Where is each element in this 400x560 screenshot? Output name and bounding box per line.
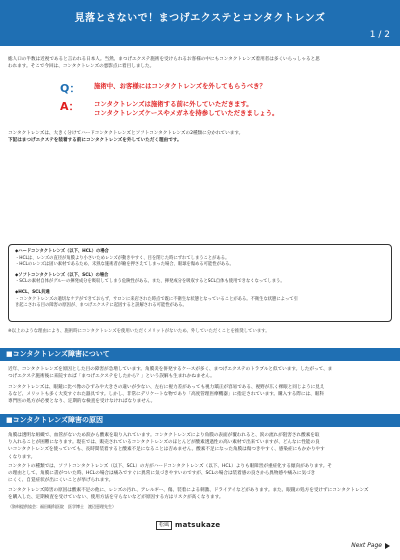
arrow-right-icon bbox=[385, 543, 390, 549]
section2-line: を購入した、定期検査を受けていない、使用方法を守らないなどが原因する方はリスクが高くなります。 bbox=[8, 495, 224, 501]
section2-line: 角膜は透明な組織で、血管がないため涙から酸素を取り入れています。コンタクトレンズにより角膜の表面が覆われると、涙の流れが阻害され酸素を取 bbox=[8, 433, 320, 438]
section1-line: るなど、メリットも多く大変すぐれた器具です。しかし、非常にデリケートな物であり「高度管理医療機器」に指定されています。購入する際には、眼科 bbox=[8, 392, 324, 398]
section2-paragraph bbox=[8, 432, 392, 461]
matsukaze-logo bbox=[156, 519, 220, 531]
section-heading-causes: ■コンタクトレンズ障害の原因 bbox=[0, 414, 400, 427]
intro-line: 総人口の半数は近視であると言われる日本人。当然、まつげエクステ施術を受けられるお客様の中にもコンタクトレンズ着用者は多くいらっしゃると思 bbox=[8, 57, 320, 62]
section2-line: コンタクトレンズ障害の原因は酸素不足の他に、レンズの汚れ、アレルギー、傷、装着による刺激、ドライアイなどがあります。また、眼鏡の処方を受けずにコンタクトレンズ bbox=[8, 488, 369, 493]
section2-line: り入れることが困難になります。現在では、販売されているコンタクトレンズのほとんどが酸素透過性の高い素材で出来ていますが、どんなに性能の良 bbox=[8, 440, 320, 446]
section2-line: にくく、自覚症状が出にくいことが挙げられます。 bbox=[8, 478, 114, 484]
next-page-label: Next Page bbox=[351, 542, 382, 549]
logo-badge: 松風 bbox=[156, 521, 172, 530]
section2-line: くなります。 bbox=[8, 454, 36, 460]
common-line: き起こされる目の障害の原因が、まつげエクステに起因すると誤解される可能性がある。 bbox=[15, 303, 187, 309]
section1-paragraph bbox=[8, 384, 392, 406]
page-number: 1 / 2 bbox=[369, 30, 390, 40]
answer-text-2: コンタクトレンズケースやメガネを持参していただきましょう。 bbox=[94, 109, 279, 117]
note-text: ※以上のような理由により、施術時にコンタクトレンズを使用いただくメリットがないため、外していただくことを推奨しています。 bbox=[8, 329, 270, 334]
body-paragraph bbox=[8, 130, 392, 144]
reasons-box bbox=[8, 244, 392, 322]
section1-paragraph bbox=[8, 366, 392, 380]
section-heading-disorders: ■コンタクトレンズ障害について bbox=[0, 348, 400, 361]
common-heading: ◆HCL、SCL共通 bbox=[15, 289, 50, 295]
soft-lens-heading: ◆ソフトコンタクトレンズ（以下、SCL）の場合 bbox=[15, 272, 109, 278]
section2-line: いコンタクトレンズを使っていても、長時間装着すると酸素不足になることは否めません。酸素不足になった角膜は傷つきやすく、感染症にもかかりやす bbox=[8, 447, 325, 453]
section2-paragraph bbox=[8, 463, 392, 485]
answer-row bbox=[60, 98, 390, 122]
next-page-link[interactable] bbox=[351, 542, 390, 549]
soft-lens-line: ・SCLの素材自体がグルーの揮発成分を吸収してしまう危険性がある。また、揮発成分を吸収するとSCL自体も使用できなくなってしまう。 bbox=[15, 279, 285, 285]
credit-text: （資料提供協会：福田眼科医院 医学博士 渡辺恵理先生） bbox=[8, 504, 116, 509]
question-row bbox=[60, 80, 390, 94]
section1-line: 近年、コンタクトレンズを原因とした目の障害が急増しています。角膜炎を併発するケースが多く、まつげエクステのトラブルと似ています。したがって、ま bbox=[8, 367, 333, 372]
section1-line: つげエクステ施術後に来院すれば「まつげエクステをしたから？」という誤解も生まれかねません。 bbox=[8, 374, 215, 380]
question-mark: Q： bbox=[60, 82, 81, 95]
section1-line: コンタクトレンズは、眼鏡に比べ像のひずみや大きさの違いが少ない、左右に視力差があっても視力矯正が容易である、視野が広く裸眼と同じように見え bbox=[8, 385, 325, 390]
common-line: ・コンタクトレンズの適切なケアができておらず、サロンに来店された時点で既に不衛生な状態となっていることがある。不衛生な状態によって引 bbox=[15, 296, 298, 302]
question-text: 施術中、お客様にはコンタクトレンズを外してもらうべき？ bbox=[94, 82, 266, 90]
logo-name: matsukaze bbox=[175, 521, 221, 529]
intro-paragraph bbox=[8, 56, 392, 70]
hard-lens-heading: ◆ハードコンタクトレンズ（以下、HCL）の場合 bbox=[15, 249, 109, 254]
answer-mark: A： bbox=[60, 100, 80, 113]
body-line: 下記はまつげエクステを装着する前にコンタクトレンズを外していただく理由です。 bbox=[8, 138, 182, 144]
section2-paragraph bbox=[8, 487, 392, 501]
hard-lens-line: ・HCLのレンズは固い素材であるため、未熟な施術者が瞼を押さえてしまった場合、眼球を傷める可能性がある。 bbox=[15, 262, 234, 268]
intro-line: われます。そこで今回は、コンタクトレンズの悪影点に着目しました。 bbox=[8, 64, 155, 70]
section2-line: コンタクトの種類では、ソフトコンタクトレンズ（以下、SCL）の方がハードコンタクトレンズ（以下、HCL）よりも眼障害が重症化する傾向があります。そ bbox=[8, 464, 332, 469]
page-title: 見落とさないで！まつげエクステとコンタクトレンズ bbox=[74, 13, 326, 24]
section1-line: 専門医の処方が必要となり、定期的な検査を受けなければなりません。 bbox=[8, 399, 156, 405]
section2-line: の理由として、角膜に書がついた時、HCLの場合は痛みですぐに異常に気づきやすいのですが、SCLの場合は装着感の良さから異物感や痛みに気づき bbox=[8, 471, 316, 477]
answer-text-1: コンタクトレンズは施術する前に外していただきます。 bbox=[94, 100, 253, 108]
body-line: コンタクトレンズは、大きく分けてハードコンタクトレンズとソフトコンタクトレンズの2種類に分かれています。 bbox=[8, 131, 244, 136]
hard-lens-line: ・HCLは、レンズの直径が角膜より小さいためレンズが動きやすく、目を閉じた時にずれてしまうことがある。 bbox=[15, 255, 230, 261]
page-header bbox=[0, 0, 400, 46]
